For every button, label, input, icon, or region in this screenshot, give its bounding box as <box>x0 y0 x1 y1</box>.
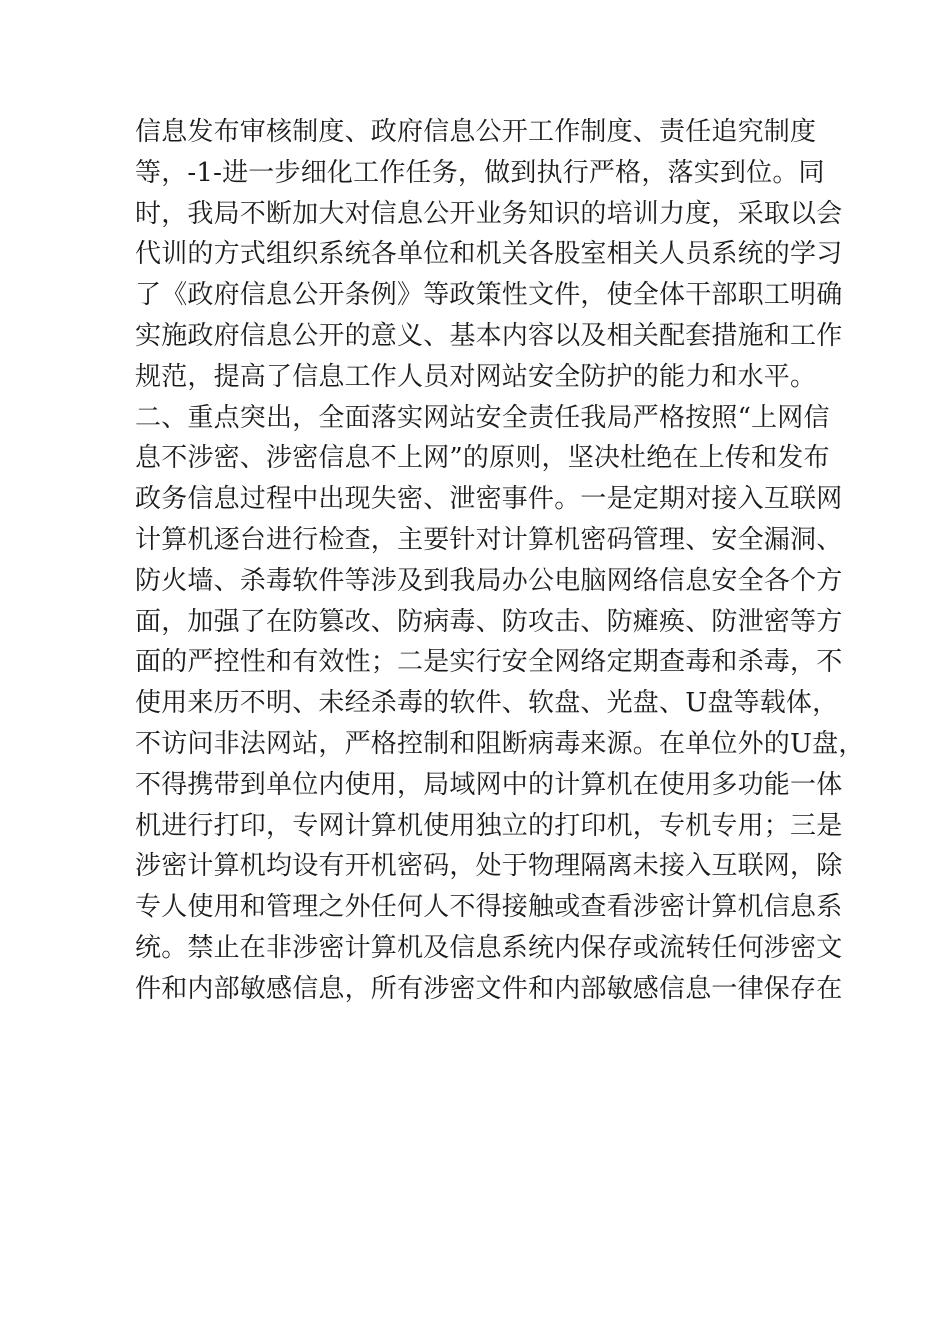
text-line: 信息发布审核制度、政府信息公开工作制度、责任追究制度 <box>135 117 817 147</box>
text-line: 规范，提高了信息工作人员对网站安全防护的能力和水平。 <box>135 361 817 392</box>
body-text <box>135 112 865 1010</box>
text-line: 实施政府信息公开的意义、基本内容以及相关配套措施和工作 <box>135 320 843 351</box>
text-line: 涉密计算机均设有开机密码，处于物理隔离未接入互联网，除 <box>135 851 843 882</box>
text-line: 息不涉密、涉密信息不上网”的原则，坚决杜绝在上传和发布 <box>135 443 830 474</box>
text-line: 防火墙、杀毒软件等涉及到我局办公电脑网络信息安全各个方 <box>135 565 843 596</box>
text-line: 二、重点突出，全面落实网站安全责任我局严格按照“上网信 <box>135 402 830 433</box>
text-line: 等，-1-进一步细化工作任务，做到执行严格，落实到位。同 <box>135 157 825 188</box>
text-line: 计算机逐台进行检查，主要针对计算机密码管理、安全漏洞、 <box>135 524 843 555</box>
text-line: 时，我局不断加大对信息公开业务知识的培训力度，采取以会 <box>135 198 843 229</box>
text-line: 不得携带到单位内使用，局域网中的计算机在使用多功能一体 <box>135 769 843 800</box>
text-line: 件和内部敏感信息，所有涉密文件和内部敏感信息一律保存在 <box>135 973 843 1004</box>
text-line: 专人使用和管理之外任何人不得接触或查看涉密计算机信息系 <box>135 892 843 923</box>
text-line: 面，加强了在防篡改、防病毒、防攻击、防瘫痪、防泄密等方 <box>135 606 843 637</box>
text-line: 统。禁止在非涉密计算机及信息系统内保存或流转任何涉密文 <box>135 932 843 963</box>
text-line: 面的严控性和有效性；二是实行安全网络定期查毒和杀毒，不 <box>135 647 843 678</box>
text-line: 政务信息过程中出现失密、泄密事件。一是定期对接入互联网 <box>135 484 843 515</box>
text-line: 机进行打印，专网计算机使用独立的打印机，专机专用；三是 <box>135 810 843 841</box>
text-line: 不访问非法网站，严格控制和阻断病毒来源。在单位外的U盘， <box>135 728 865 759</box>
text-line: 使用来历不明、未经杀毒的软件、软盘、光盘、U盘等载体， <box>135 688 839 719</box>
text-line: 了《政府信息公开条例》等政策性文件，使全体干部职工明确 <box>135 280 843 311</box>
text-line: 代训的方式组织系统各单位和机关各股室相关人员系统的学习 <box>135 239 843 270</box>
